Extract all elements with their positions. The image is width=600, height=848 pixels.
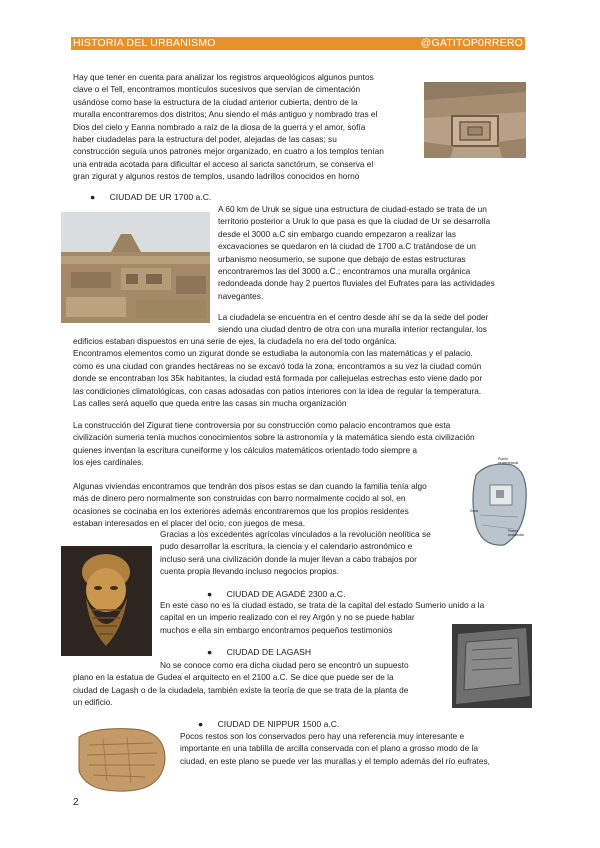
text-line: civilización sumeria tenía muchos conocimientos sobre la astronomía y la matemática siendo esta civilización xyxy=(73,432,475,443)
text-line: siendo una ciudad dentro de otra con una muralla interior rectangular, los xyxy=(218,324,487,335)
text-line: No se conoce como era dicha ciudad pero se encontró un supuesto xyxy=(160,660,409,670)
text-line: territorio posterior a Uruk lo que pasa es que la ciudad de Ur se desarrolla xyxy=(218,216,491,227)
heading-nippur: ● CIUDAD DE NIPPUR 1500 a.C. xyxy=(198,719,340,729)
text-line: cuenta propia llevando incluso negocios propios. xyxy=(160,566,339,577)
text-line: usándose como base la estructura de la ciudad anterior cubierta, dentro de la xyxy=(73,96,358,107)
bullet-icon: ● xyxy=(207,589,213,599)
text-line: encontraremos las del 3000 a.C.; encontramos una muralla orgánica xyxy=(218,266,471,277)
text-line: ocasiones se cocinaba en los exteriores además encontraremos que los propios residentes xyxy=(73,505,409,516)
text-line: las condiciones climatológicas, con casas adosadas con patios interiores con la idea de regular la temperatura. xyxy=(73,385,482,396)
text-line: La ciudadela se encuentra en el centro desde ahí se da la sede del poder xyxy=(218,312,489,322)
paragraph-viviendas xyxy=(73,480,468,530)
map-label: Puerto occidental xyxy=(508,529,524,537)
paragraph-intro xyxy=(73,71,418,183)
paragraph-ciudadela xyxy=(218,311,518,336)
text-line: excavaciones se quedaron en la ciudad de 1700 a.C tratándose de un xyxy=(218,241,476,252)
text-line: gran zigurat y algunos restos de templos, usando ladrillos conocidos en horno xyxy=(73,171,360,182)
text-line: importante en una tablilla de arcilla conservada con el plano a grosso modo de la xyxy=(180,743,478,754)
text-line: La construcción del Zigurat tiene controversia por su construcción como palacio encontramos que esta xyxy=(73,420,451,430)
text-line: edificios estaban dispuestos en una serie de ejes, la ciudadela no era del todo orgánica. xyxy=(73,336,397,346)
text-line: capital en un imperio realizado con el rey Argón y no se puede hablar xyxy=(160,612,415,623)
text-line: quienes inventan la escritura cuneiforme y los cálculos matemáticos orientado todo siempre a xyxy=(73,444,418,455)
bullet-icon: ● xyxy=(198,719,204,729)
text-line: muchos e ella sin embargo encontramos pequeños testimonios xyxy=(160,624,393,635)
map-label: Puerto septentrional xyxy=(498,457,519,465)
text-line: Las calles será aquello que queda entre las casas sin mucha organización xyxy=(73,398,347,409)
text-line: Pocos restos son los conservados pero hay una referencia muy interesante e xyxy=(180,731,465,741)
text-line: Gracias a los excedentes agrícolas vinculados a la revolución neolítica se xyxy=(160,529,431,539)
text-line: Algunas viviendas encontramos que tendrán dos pisos estas se dan cuando la familia tenía algo xyxy=(73,481,427,491)
uruk-excavation-photo xyxy=(424,82,526,158)
heading-agade: ● CIUDAD DE AGADÉ 2300 a.C. xyxy=(207,589,346,599)
paragraph-lagash xyxy=(73,659,523,709)
text-line: navegantes. xyxy=(218,290,264,301)
header-author: @GATITOP0RRERO xyxy=(420,37,523,49)
text-line: estaban interesados en el placer del ocio, con juegos de mesa. xyxy=(73,518,306,529)
nippur-tablet-photo xyxy=(73,725,170,795)
text-line: ciudad, en este plano se puede ver las murallas y el templo además del río eufrates, xyxy=(180,755,490,766)
paragraph-ur-layout xyxy=(73,335,523,409)
text-line: muralla encontraremos dos distritos; Anu siendo el más antiguo y nombrado tras el xyxy=(73,109,378,120)
page-header xyxy=(71,37,525,50)
text-line: un edificio. xyxy=(73,697,113,708)
ur-city-map xyxy=(468,455,532,553)
ur-ruins-photo xyxy=(61,212,210,323)
page-number: 2 xyxy=(73,797,79,808)
text-line: incluso será una civilización donde la mujer llevan a cabo trabajos por xyxy=(160,553,417,564)
bullet-icon: ● xyxy=(90,192,96,202)
paragraph-excedentes xyxy=(160,528,470,578)
map-label: Zona xyxy=(470,509,478,513)
text-line: como es una ciudad con grandes hectáreas no se excavó toda la zona, encontramos a su vez la ciudad común xyxy=(73,360,482,371)
text-line: Encontramos elementos como un zigurat donde se estudiaba la autonomía con las matemáticas y el palacio. xyxy=(73,348,473,359)
text-line: Hay que tener en cuenta para analizar los registros arqueológicos algunos puntos xyxy=(73,72,374,82)
sargon-mask-photo xyxy=(61,546,152,656)
text-line: ciudad de Lagash o de la ciudadela, también existe la teoría de que se trata de la planta de xyxy=(73,684,409,695)
text-line: plano en la estatua de Gudea el arquitecto en el 2100 a.C. Se dice que puede ser de la xyxy=(73,672,394,683)
paragraph-nippur xyxy=(180,730,525,767)
text-line: haber ciudadelas para la estructura del poder, alejadas de las casas; su xyxy=(73,134,337,145)
text-line: pudo desarrollar la escritura, la ciencia y el calendario astronómico e xyxy=(160,541,413,552)
text-line: los ejes cardinales. xyxy=(73,457,144,468)
text-line: construcción seguía unos patrones mejor organizado, en cuatro a los templos tenían xyxy=(73,146,384,157)
paragraph-ur xyxy=(218,203,518,302)
heading-lagash: ● CIUDAD DE LAGASH xyxy=(207,647,312,657)
text-line: Dios del cielo y Eanna nombrado a raíz de la diosa de la guerra y el amor, sofía xyxy=(73,121,366,132)
text-line: una entrada acotada para dificultar el acceso al sancta sanctórum, se conserva el xyxy=(73,158,374,169)
bullet-icon: ● xyxy=(207,647,213,657)
text-line: clave o el Tell, encontramos montículos sucesivos que servían de cimentación xyxy=(73,84,361,95)
text-line: desde el 3000 a.C sin embargo cuando empezaron a realizar las xyxy=(218,228,456,239)
text-line: A 60 km de Uruk se sigue una estructura de ciudad-estado se trata de un xyxy=(218,204,487,214)
text-line: más de dinero pero normalmente son construidas con barro normalmente cocido al sol, en xyxy=(73,493,406,504)
heading-ur: ● CIUDAD DE UR 1700 a.C. xyxy=(90,192,212,202)
text-line: redondeada donde hay 2 puertos fluviales del Eufrates para las actividades xyxy=(218,278,495,289)
text-line: En este caso no es la ciudad estado, se trata de la capital del estado Sumerio unido a la xyxy=(160,600,485,610)
header-title: HISTORIA DEL URBANISMO xyxy=(73,37,216,49)
paragraph-zigurat xyxy=(73,419,523,469)
text-line: urbanismo neosumerio, se supone que debajo de estas estructuras xyxy=(218,253,466,264)
text-line: donde se encontraban los 35k habitantes, la ciudad está formada por callejuelas estrechas esto viene dado por xyxy=(73,373,483,384)
